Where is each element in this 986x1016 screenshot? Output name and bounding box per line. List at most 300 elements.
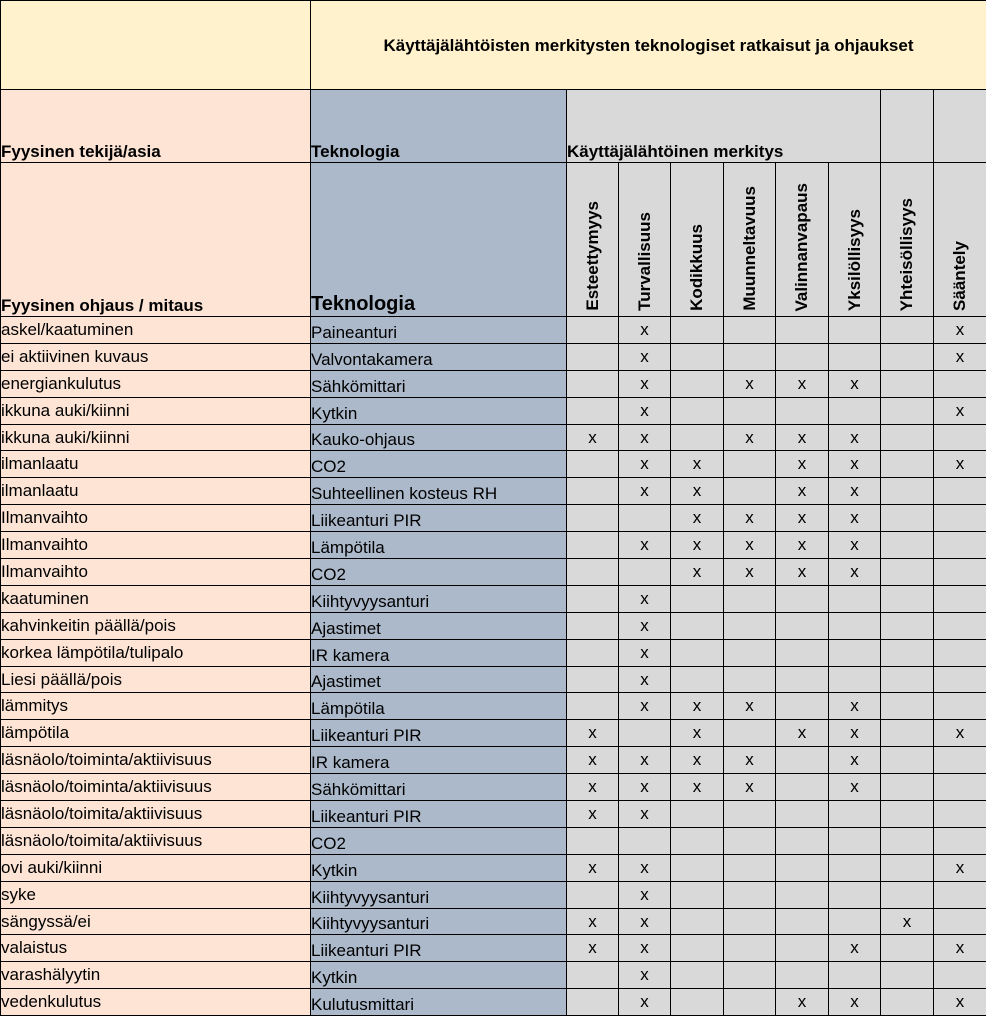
title-row bbox=[1, 1, 986, 90]
column-header-3 bbox=[724, 163, 776, 317]
physical-factor-cell: läsnäolo/toiminta/aktiivisuus bbox=[1, 774, 311, 801]
table-row bbox=[1, 532, 986, 559]
column-header-label: Yksilöllisyys bbox=[845, 205, 865, 311]
column-header-label: Muunneltavuus bbox=[740, 182, 760, 311]
column-header-label: Yhteisöllisyys bbox=[897, 194, 917, 311]
mark-cell bbox=[934, 747, 986, 774]
mark-cell: x bbox=[671, 451, 724, 478]
technology-cell: Liikeanturi PIR bbox=[311, 935, 567, 962]
mark-cell bbox=[567, 559, 619, 586]
mark-cell bbox=[724, 639, 776, 666]
table-row bbox=[1, 827, 986, 854]
mark-cell: x bbox=[934, 451, 986, 478]
physical-factor-cell: Liesi päällä/pois bbox=[1, 666, 311, 693]
table-row bbox=[1, 666, 986, 693]
mark-cell bbox=[776, 774, 829, 801]
mark-cell: x bbox=[829, 693, 881, 720]
technology-cell: Kiihtyvyysanturi bbox=[311, 908, 567, 935]
physical-factor-cell: lämmitys bbox=[1, 693, 311, 720]
mark-cell: x bbox=[619, 424, 671, 451]
mark-cell bbox=[776, 962, 829, 989]
mark-cell bbox=[881, 343, 934, 370]
physical-factor-cell: läsnäolo/toimita/aktiivisuus bbox=[1, 801, 311, 828]
mark-cell bbox=[724, 801, 776, 828]
technology-cell: Ajastimet bbox=[311, 666, 567, 693]
mark-cell: x bbox=[567, 747, 619, 774]
technology-cell: Liikeanturi PIR bbox=[311, 505, 567, 532]
mark-cell bbox=[934, 639, 986, 666]
mark-cell bbox=[881, 720, 934, 747]
mark-cell: x bbox=[724, 693, 776, 720]
mark-cell: x bbox=[567, 908, 619, 935]
physical-factor-cell: ovi auki/kiinni bbox=[1, 854, 311, 881]
mark-cell bbox=[934, 962, 986, 989]
mark-cell bbox=[881, 585, 934, 612]
table-row bbox=[1, 720, 986, 747]
mark-cell bbox=[724, 720, 776, 747]
technology-cell: CO2 bbox=[311, 827, 567, 854]
mark-cell: x bbox=[619, 908, 671, 935]
technology-cell: IR kamera bbox=[311, 747, 567, 774]
table-row bbox=[1, 693, 986, 720]
mark-cell bbox=[671, 317, 724, 344]
technology-cell: Liikeanturi PIR bbox=[311, 801, 567, 828]
mark-cell bbox=[934, 774, 986, 801]
technology-cell: Sähkömittari bbox=[311, 370, 567, 397]
column-header-1 bbox=[619, 163, 671, 317]
physical-factor-cell: kaatuminen bbox=[1, 585, 311, 612]
mark-cell bbox=[934, 612, 986, 639]
mark-cell: x bbox=[619, 612, 671, 639]
mark-cell bbox=[671, 585, 724, 612]
mark-cell: x bbox=[776, 720, 829, 747]
mark-cell bbox=[567, 827, 619, 854]
physical-factor-cell: korkea lämpötila/tulipalo bbox=[1, 639, 311, 666]
physical-factor-cell: ei aktiivinen kuvaus bbox=[1, 343, 311, 370]
mark-cell bbox=[724, 827, 776, 854]
mark-cell bbox=[567, 612, 619, 639]
mark-cell: x bbox=[829, 720, 881, 747]
mark-cell bbox=[881, 424, 934, 451]
mark-cell bbox=[829, 343, 881, 370]
table-row bbox=[1, 505, 986, 532]
mark-cell: x bbox=[619, 666, 671, 693]
mark-cell bbox=[671, 881, 724, 908]
table-row bbox=[1, 774, 986, 801]
table-row bbox=[1, 424, 986, 451]
mark-cell bbox=[881, 639, 934, 666]
mark-cell bbox=[934, 532, 986, 559]
mark-cell bbox=[567, 505, 619, 532]
physical-factor-cell: sängyssä/ei bbox=[1, 908, 311, 935]
column-header-2 bbox=[671, 163, 724, 317]
mark-cell bbox=[724, 397, 776, 424]
mark-cell: x bbox=[829, 424, 881, 451]
column-header-label: Sääntely bbox=[950, 237, 970, 311]
mark-cell: x bbox=[776, 989, 829, 1016]
mark-cell: x bbox=[934, 317, 986, 344]
mark-cell bbox=[881, 747, 934, 774]
mark-cell: x bbox=[619, 478, 671, 505]
table-row bbox=[1, 854, 986, 881]
mark-cell bbox=[567, 343, 619, 370]
mark-cell bbox=[881, 881, 934, 908]
header-blank-cell bbox=[934, 90, 986, 163]
mark-cell bbox=[567, 962, 619, 989]
mark-cell bbox=[619, 827, 671, 854]
table-row bbox=[1, 451, 986, 478]
mark-cell bbox=[671, 639, 724, 666]
mark-cell bbox=[881, 935, 934, 962]
physical-factor-cell: varashälyytin bbox=[1, 962, 311, 989]
mark-cell bbox=[724, 908, 776, 935]
physical-factor-cell: läsnäolo/toimita/aktiivisuus bbox=[1, 827, 311, 854]
mark-cell bbox=[671, 370, 724, 397]
mark-cell bbox=[829, 317, 881, 344]
mark-cell bbox=[567, 693, 619, 720]
mark-cell bbox=[724, 343, 776, 370]
mark-cell bbox=[724, 989, 776, 1016]
title-corner-cell bbox=[1, 1, 311, 90]
technology-cell: CO2 bbox=[311, 451, 567, 478]
mark-cell: x bbox=[776, 424, 829, 451]
mark-cell bbox=[776, 854, 829, 881]
physical-factor-cell: ikkuna auki/kiinni bbox=[1, 397, 311, 424]
mark-cell bbox=[724, 451, 776, 478]
mark-cell bbox=[881, 532, 934, 559]
physical-factor-cell: Ilmanvaihto bbox=[1, 559, 311, 586]
mark-cell bbox=[724, 935, 776, 962]
mark-cell bbox=[881, 612, 934, 639]
table-row bbox=[1, 639, 986, 666]
table-row bbox=[1, 478, 986, 505]
mark-cell bbox=[881, 693, 934, 720]
mark-cell: x bbox=[671, 774, 724, 801]
mark-cell: x bbox=[671, 532, 724, 559]
mark-cell bbox=[724, 585, 776, 612]
mark-cell: x bbox=[671, 478, 724, 505]
table-row bbox=[1, 935, 986, 962]
mark-cell bbox=[829, 801, 881, 828]
mark-cell bbox=[724, 317, 776, 344]
technology-cell: Kytkin bbox=[311, 397, 567, 424]
mark-cell bbox=[776, 343, 829, 370]
mark-cell bbox=[776, 801, 829, 828]
mark-cell bbox=[567, 532, 619, 559]
mark-cell bbox=[934, 370, 986, 397]
mark-cell bbox=[881, 478, 934, 505]
physical-factor-cell: vedenkulutus bbox=[1, 989, 311, 1016]
mark-cell bbox=[881, 559, 934, 586]
mark-cell bbox=[881, 397, 934, 424]
technology-cell: Kytkin bbox=[311, 854, 567, 881]
header-physical-factor: Fyysinen tekijä/asia bbox=[1, 90, 311, 163]
mark-cell: x bbox=[934, 935, 986, 962]
mark-cell: x bbox=[776, 505, 829, 532]
mark-cell: x bbox=[724, 559, 776, 586]
mark-cell bbox=[724, 881, 776, 908]
mark-cell bbox=[829, 827, 881, 854]
mark-cell bbox=[934, 585, 986, 612]
table-row bbox=[1, 989, 986, 1016]
mark-cell: x bbox=[829, 559, 881, 586]
mark-cell: x bbox=[567, 935, 619, 962]
mark-cell bbox=[619, 505, 671, 532]
mark-cell: x bbox=[776, 559, 829, 586]
mark-cell bbox=[881, 451, 934, 478]
mark-cell bbox=[829, 639, 881, 666]
column-header-label: Esteettymyys bbox=[583, 197, 603, 311]
mark-cell bbox=[724, 478, 776, 505]
header-technology-2: Teknologia bbox=[311, 163, 567, 317]
mark-cell: x bbox=[829, 774, 881, 801]
column-header-0 bbox=[567, 163, 619, 317]
mark-cell bbox=[567, 989, 619, 1016]
column-header-label: Valinnanvapaus bbox=[792, 179, 812, 312]
mark-cell bbox=[881, 827, 934, 854]
mark-cell bbox=[934, 666, 986, 693]
mark-cell bbox=[671, 343, 724, 370]
header-blank-cell bbox=[881, 90, 934, 163]
mark-cell bbox=[881, 801, 934, 828]
mark-cell: x bbox=[829, 935, 881, 962]
mark-cell bbox=[776, 827, 829, 854]
mark-cell bbox=[934, 559, 986, 586]
table-row bbox=[1, 397, 986, 424]
mark-cell bbox=[671, 989, 724, 1016]
table-body bbox=[1, 1, 986, 1016]
mark-cell: x bbox=[671, 720, 724, 747]
mark-cell bbox=[567, 317, 619, 344]
technology-cell: Kulutusmittari bbox=[311, 989, 567, 1016]
mark-cell bbox=[934, 505, 986, 532]
mark-cell bbox=[776, 666, 829, 693]
mark-cell: x bbox=[829, 989, 881, 1016]
mark-cell bbox=[829, 585, 881, 612]
mark-cell: x bbox=[619, 774, 671, 801]
mark-cell: x bbox=[724, 747, 776, 774]
physical-factor-cell: ikkuna auki/kiinni bbox=[1, 424, 311, 451]
mark-cell: x bbox=[724, 532, 776, 559]
header-technology: Teknologia bbox=[311, 90, 567, 163]
mark-cell: x bbox=[829, 532, 881, 559]
mark-cell bbox=[619, 720, 671, 747]
physical-factor-cell: syke bbox=[1, 881, 311, 908]
table-row bbox=[1, 612, 986, 639]
physical-factor-cell: kahvinkeitin päällä/pois bbox=[1, 612, 311, 639]
technology-cell: Kiihtyvyysanturi bbox=[311, 881, 567, 908]
mark-cell: x bbox=[567, 720, 619, 747]
mark-cell bbox=[567, 478, 619, 505]
mark-cell bbox=[671, 962, 724, 989]
mark-cell: x bbox=[934, 343, 986, 370]
header-row bbox=[1, 90, 986, 163]
column-header-label: Turvallisuus bbox=[635, 208, 655, 311]
mark-cell bbox=[724, 962, 776, 989]
mark-cell bbox=[671, 935, 724, 962]
mark-cell bbox=[829, 612, 881, 639]
mark-cell: x bbox=[829, 370, 881, 397]
mark-cell bbox=[567, 370, 619, 397]
mark-cell: x bbox=[619, 532, 671, 559]
table-row bbox=[1, 962, 986, 989]
technology-cell: Kiihtyvyysanturi bbox=[311, 585, 567, 612]
mark-cell bbox=[671, 854, 724, 881]
mark-cell bbox=[776, 585, 829, 612]
technology-cell: Kauko-ohjaus bbox=[311, 424, 567, 451]
column-header-5 bbox=[829, 163, 881, 317]
mark-cell bbox=[671, 908, 724, 935]
mark-cell bbox=[881, 774, 934, 801]
mark-cell: x bbox=[776, 478, 829, 505]
mark-cell: x bbox=[567, 424, 619, 451]
mark-cell bbox=[567, 666, 619, 693]
table-row bbox=[1, 908, 986, 935]
table-row bbox=[1, 370, 986, 397]
mark-cell bbox=[567, 585, 619, 612]
technology-cell: Suhteellinen kosteus RH bbox=[311, 478, 567, 505]
mark-cell bbox=[776, 881, 829, 908]
mark-cell bbox=[776, 639, 829, 666]
mark-cell bbox=[881, 370, 934, 397]
mark-cell: x bbox=[619, 935, 671, 962]
subheader-row bbox=[1, 163, 986, 317]
mark-cell bbox=[934, 801, 986, 828]
header-user-meaning: Käyttäjälähtöinen merkitys bbox=[567, 90, 881, 163]
mark-cell bbox=[724, 854, 776, 881]
header-physical-control: Fyysinen ohjaus / mitaus bbox=[1, 163, 311, 317]
mark-cell bbox=[567, 451, 619, 478]
mark-cell: x bbox=[776, 532, 829, 559]
mark-cell: x bbox=[619, 343, 671, 370]
mark-cell: x bbox=[619, 881, 671, 908]
mark-cell bbox=[934, 827, 986, 854]
table-row bbox=[1, 881, 986, 908]
technology-cell: Ajastimet bbox=[311, 612, 567, 639]
mark-cell bbox=[934, 881, 986, 908]
table-row bbox=[1, 747, 986, 774]
mark-cell bbox=[671, 397, 724, 424]
mark-cell: x bbox=[829, 478, 881, 505]
mark-cell bbox=[724, 612, 776, 639]
mark-cell: x bbox=[619, 854, 671, 881]
mark-cell: x bbox=[829, 505, 881, 532]
mark-cell bbox=[881, 666, 934, 693]
mark-cell bbox=[671, 666, 724, 693]
mark-cell bbox=[776, 908, 829, 935]
physical-factor-cell: Ilmanvaihto bbox=[1, 505, 311, 532]
technology-cell: Valvontakamera bbox=[311, 343, 567, 370]
physical-factor-cell: askel/kaatuminen bbox=[1, 317, 311, 344]
mark-cell: x bbox=[619, 801, 671, 828]
mark-cell bbox=[671, 827, 724, 854]
mark-cell bbox=[776, 693, 829, 720]
mark-cell: x bbox=[829, 451, 881, 478]
mark-cell: x bbox=[671, 693, 724, 720]
table-row bbox=[1, 317, 986, 344]
physical-factor-cell: energiankulutus bbox=[1, 370, 311, 397]
mark-cell: x bbox=[567, 774, 619, 801]
physical-factor-cell: lämpötila bbox=[1, 720, 311, 747]
mark-cell bbox=[829, 666, 881, 693]
mark-cell bbox=[881, 317, 934, 344]
table-row bbox=[1, 343, 986, 370]
technology-cell: Kytkin bbox=[311, 962, 567, 989]
mark-cell: x bbox=[619, 693, 671, 720]
mark-cell: x bbox=[724, 370, 776, 397]
technology-cell: Lämpötila bbox=[311, 693, 567, 720]
technology-cell: Liikeanturi PIR bbox=[311, 720, 567, 747]
physical-factor-cell: valaistus bbox=[1, 935, 311, 962]
technology-cell: Sähkömittari bbox=[311, 774, 567, 801]
mark-cell bbox=[881, 505, 934, 532]
mark-cell: x bbox=[776, 451, 829, 478]
mark-cell bbox=[829, 881, 881, 908]
mark-cell bbox=[671, 801, 724, 828]
mark-cell: x bbox=[567, 854, 619, 881]
mark-cell bbox=[934, 693, 986, 720]
mark-cell: x bbox=[934, 397, 986, 424]
mark-cell bbox=[776, 935, 829, 962]
column-header-4 bbox=[776, 163, 829, 317]
mark-cell: x bbox=[619, 989, 671, 1016]
table-row bbox=[1, 585, 986, 612]
mark-cell: x bbox=[619, 585, 671, 612]
physical-factor-cell: Ilmanvaihto bbox=[1, 532, 311, 559]
mark-cell bbox=[776, 612, 829, 639]
technology-cell: IR kamera bbox=[311, 639, 567, 666]
mark-cell: x bbox=[881, 908, 934, 935]
technology-cell: Lämpötila bbox=[311, 532, 567, 559]
table-row bbox=[1, 801, 986, 828]
mark-cell bbox=[776, 747, 829, 774]
mark-cell: x bbox=[671, 747, 724, 774]
mark-cell bbox=[619, 559, 671, 586]
technology-cell: CO2 bbox=[311, 559, 567, 586]
mark-cell bbox=[724, 666, 776, 693]
mark-cell: x bbox=[671, 559, 724, 586]
mark-cell bbox=[881, 989, 934, 1016]
physical-factor-cell: läsnäolo/toiminta/aktiivisuus bbox=[1, 747, 311, 774]
mark-cell: x bbox=[934, 720, 986, 747]
mark-cell bbox=[776, 397, 829, 424]
mark-cell: x bbox=[619, 370, 671, 397]
mark-cell bbox=[776, 317, 829, 344]
mark-cell bbox=[829, 397, 881, 424]
mark-cell: x bbox=[619, 747, 671, 774]
mark-cell bbox=[934, 424, 986, 451]
mark-cell bbox=[567, 639, 619, 666]
mark-cell: x bbox=[934, 854, 986, 881]
mark-cell bbox=[829, 854, 881, 881]
mark-cell: x bbox=[724, 424, 776, 451]
column-header-label: Kodikkuus bbox=[687, 220, 707, 311]
mark-cell bbox=[567, 881, 619, 908]
mark-cell: x bbox=[619, 962, 671, 989]
mark-cell: x bbox=[776, 370, 829, 397]
column-header-7 bbox=[934, 163, 986, 317]
mark-cell bbox=[671, 612, 724, 639]
mark-cell: x bbox=[724, 505, 776, 532]
mark-cell bbox=[671, 424, 724, 451]
mark-cell: x bbox=[934, 989, 986, 1016]
mark-cell: x bbox=[724, 774, 776, 801]
mark-cell: x bbox=[619, 639, 671, 666]
mark-cell: x bbox=[829, 747, 881, 774]
technology-cell: Paineanturi bbox=[311, 317, 567, 344]
mark-cell: x bbox=[567, 801, 619, 828]
table-title: Käyttäjälähtöisten merkitysten teknologiset ratkaisut ja ohjaukset bbox=[311, 1, 986, 90]
